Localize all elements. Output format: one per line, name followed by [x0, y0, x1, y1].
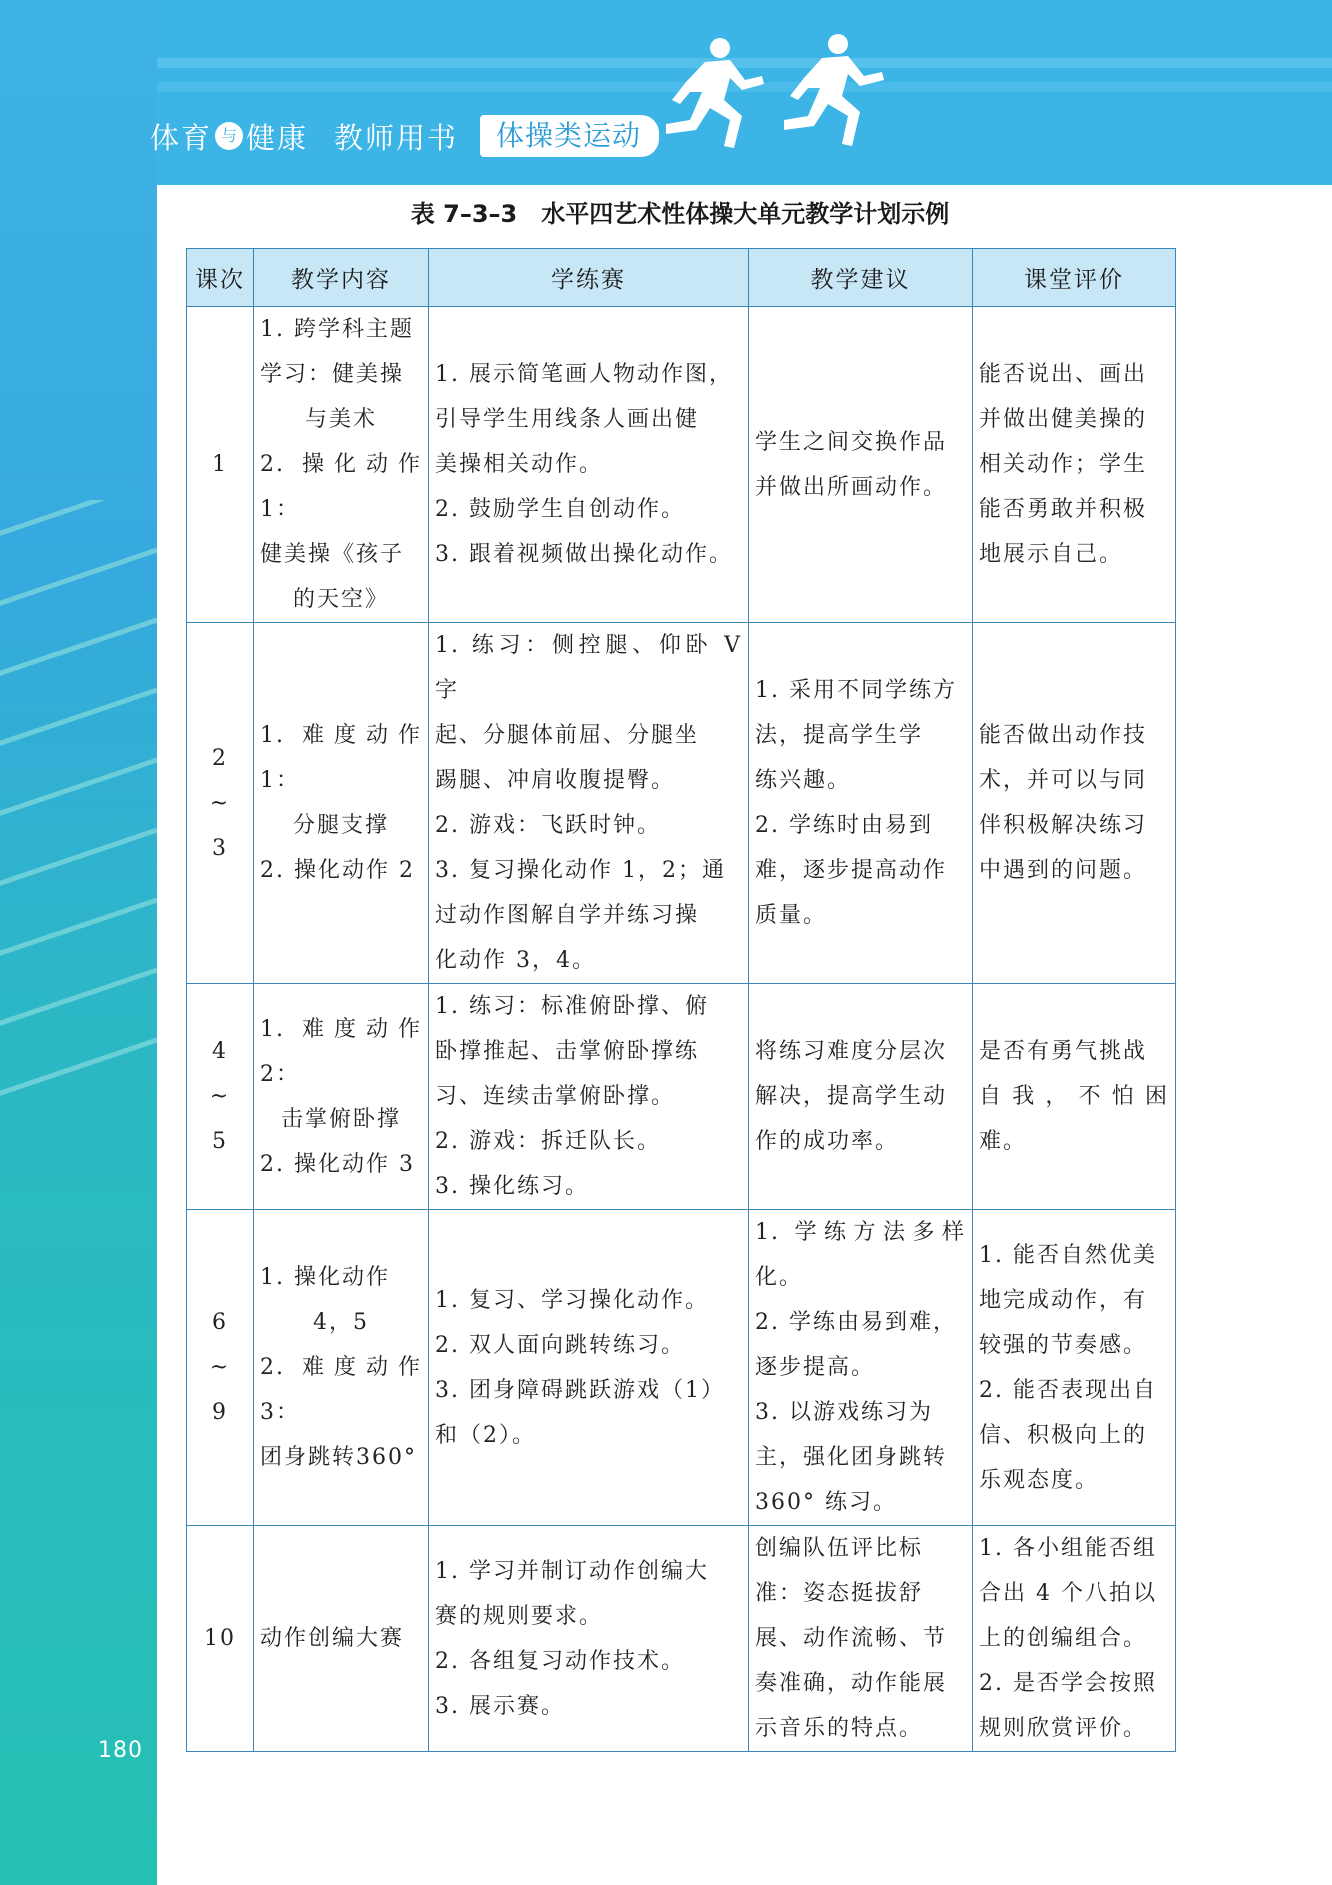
table-cell-content: [254, 984, 429, 1210]
cell-line: ~: [209, 1084, 231, 1109]
table-row: [187, 1210, 1176, 1526]
cell-line: 3. 操化练习。: [435, 1174, 589, 1199]
cell-line: 术，并可以与同: [979, 768, 1148, 793]
header-book-label: 教师用书: [334, 120, 459, 155]
table-cell-practice: [429, 984, 749, 1210]
cell-line: 1. 展示简笔画人物动作图，: [435, 362, 733, 387]
cell-line: 2. 是否学会按照: [979, 1671, 1157, 1696]
cell-line: 360° 练习。: [755, 1490, 897, 1515]
cell-line: 2. 各组复习动作技术。: [435, 1648, 685, 1674]
table-cell-evaluation: [973, 984, 1176, 1210]
cell-line: 准：姿态挺拔舒: [755, 1581, 924, 1606]
decorative-stripes: [0, 500, 157, 1120]
cell-line: 2. 学练由易到难，: [755, 1310, 957, 1335]
cell-line: 2. 操化动作 2: [260, 858, 415, 883]
header-title-part1: 体育: [150, 120, 213, 155]
cell-line: 9: [212, 1400, 228, 1425]
cell-line: 学生之间交换作品: [755, 429, 948, 455]
page-number: 180: [98, 1738, 143, 1763]
table-cell-practice: [429, 307, 749, 623]
table-row: [187, 623, 1176, 984]
cell-line: 并做出健美操的: [979, 407, 1148, 432]
table-row: [187, 1526, 1176, 1752]
cell-line: 展、动作流畅、节: [755, 1626, 948, 1651]
cell-line: 6: [212, 1310, 228, 1335]
cell-line: 2. 能否表现出自: [979, 1377, 1157, 1403]
cell-line: 1. 复习、学习操化动作。: [435, 1287, 709, 1313]
cell-line: 逐步提高。: [755, 1355, 876, 1380]
table-cell-lesson: [187, 307, 254, 623]
table-cell-suggestion: [749, 1526, 973, 1752]
cell-line: 并做出所画动作。: [755, 474, 948, 500]
cell-line: 3. 复习操化动作 1，2；通: [435, 858, 726, 883]
table-row: [187, 984, 1176, 1210]
cell-line: 能否说出、画出: [979, 362, 1148, 387]
cell-line: 作的成功率。: [755, 1129, 900, 1154]
cell-line: 与美术: [304, 407, 377, 432]
cell-line: 3: [212, 835, 228, 861]
cell-line: 化动作 3，4。: [435, 948, 596, 973]
cell-line: 健美操《孩子: [260, 542, 405, 567]
column-header: 学练赛: [429, 249, 749, 307]
cell-line: 4，5: [313, 1310, 369, 1335]
cell-line: 卧撑推起、击掌俯卧撑练: [435, 1039, 700, 1064]
cell-line: 1. 操化动作: [260, 1265, 390, 1290]
cell-line: 乐观态度。: [979, 1467, 1100, 1493]
cell-line: 2. 操化动作 1：: [260, 452, 422, 522]
cell-line: 1. 跨学科主题: [260, 317, 414, 342]
table-cell-suggestion: [749, 984, 973, 1210]
cell-line: 主，强化团身跳转: [755, 1445, 948, 1470]
cell-line: 10: [204, 1626, 236, 1651]
cell-line: 1. 能否自然优美: [979, 1242, 1157, 1268]
book-header: [150, 116, 659, 156]
cell-line: 1. 学习并制订动作创编大: [435, 1558, 709, 1584]
cell-line: 3. 跟着视频做出操化动作。: [435, 542, 733, 567]
table-cell-lesson: [187, 1526, 254, 1752]
column-header: 教学建议: [749, 249, 973, 307]
table-cell-evaluation: [973, 1210, 1176, 1526]
cell-line: 分腿支撑: [292, 813, 389, 838]
cell-line: 5: [212, 1129, 228, 1154]
table-cell-content: [254, 1526, 429, 1752]
cell-line: 4: [212, 1039, 228, 1064]
table-cell-content: [254, 307, 429, 623]
cell-line: 自我，不怕困难。: [979, 1084, 1169, 1154]
table-cell-content: [254, 623, 429, 984]
table-cell-lesson: [187, 984, 254, 1210]
header-title-part2: 健康: [246, 120, 309, 155]
cell-line: 1. 难度动作 2：: [260, 1016, 422, 1087]
column-header: 课次: [187, 249, 254, 307]
header-title-amp: 与: [215, 122, 243, 150]
table-cell-practice: [429, 623, 749, 984]
table-cell-practice: [429, 1526, 749, 1752]
table-cell-suggestion: [749, 1210, 973, 1526]
cell-line: 是否有勇气挑战: [979, 1039, 1148, 1064]
cell-line: 团身跳转360°: [260, 1445, 417, 1470]
cell-line: 难，逐步提高动作: [755, 858, 948, 883]
cell-line: 引导学生用线条人画出健: [435, 407, 700, 432]
cell-line: 2. 双人面向跳转练习。: [435, 1332, 685, 1358]
table-cell-content: [254, 1210, 429, 1526]
cell-line: 踢腿、冲肩收腹提臀。: [435, 768, 676, 793]
cell-line: 3. 以游戏练习为: [755, 1400, 933, 1425]
cell-line: 将练习难度分层次: [755, 1039, 948, 1064]
cell-line: 相关动作；学生: [979, 452, 1148, 477]
cell-line: 1. 练习：标准俯卧撑、俯: [435, 994, 709, 1019]
cell-line: 过动作图解自学并练习操: [435, 903, 700, 928]
cell-line: 伴积极解决练习: [979, 813, 1148, 838]
table-header-row: [187, 249, 1176, 307]
cell-line: 2. 难度动作 3：: [260, 1355, 422, 1425]
cell-line: 的天空》: [292, 587, 389, 612]
cell-line: 起、分腿体前屈、分腿坐: [435, 723, 700, 748]
cell-line: 奏准确，动作能展: [755, 1671, 948, 1696]
cell-line: 较强的节奏感。: [979, 1332, 1148, 1358]
table-cell-evaluation: [973, 623, 1176, 984]
cell-line: 1. 练习：侧控腿、仰卧 V 字: [435, 633, 742, 703]
cell-line: 地完成动作，有: [979, 1287, 1148, 1313]
cell-line: 1: [212, 452, 228, 477]
cell-line: 信、积极向上的: [979, 1422, 1148, 1448]
cell-line: ~: [209, 790, 231, 816]
cell-line: 解决，提高学生动: [755, 1084, 948, 1109]
table-cell-practice: [429, 1210, 749, 1526]
cell-line: 2. 鼓励学生自创动作。: [435, 497, 685, 522]
cell-line: 3. 团身障碍跳跃游戏（1）: [435, 1377, 725, 1403]
cell-line: 创编队伍评比标: [755, 1536, 924, 1561]
cell-line: 能否勇敢并积极: [979, 497, 1148, 522]
cell-line: 1. 学练方法多样化。: [755, 1220, 966, 1290]
column-header: 教学内容: [254, 249, 429, 307]
cell-line: 3. 展示赛。: [435, 1693, 565, 1719]
cell-line: 上的创编组合。: [979, 1626, 1148, 1651]
cell-line: 示音乐的特点。: [755, 1716, 924, 1741]
cell-line: 2. 学练时由易到: [755, 813, 933, 838]
cell-line: 赛的规则要求。: [435, 1603, 604, 1629]
table-cell-suggestion: [749, 623, 973, 984]
table-cell-evaluation: [973, 307, 1176, 623]
cell-line: 能否做出动作技: [979, 723, 1148, 748]
cell-line: 质量。: [755, 903, 828, 928]
table-row: [187, 307, 1176, 623]
cell-line: 2. 游戏：飞跃时钟。: [435, 813, 661, 838]
runner-icon: [650, 30, 890, 165]
cell-line: 1. 采用不同学练方: [755, 678, 957, 703]
table-cell-suggestion: [749, 307, 973, 623]
chapter-badge: 体操类运动: [480, 115, 659, 157]
cell-line: 法，提高学生学: [755, 723, 924, 748]
cell-line: 击掌俯卧撑: [280, 1106, 401, 1132]
cell-line: 2: [212, 745, 228, 771]
cell-line: 地展示自己。: [979, 542, 1124, 567]
cell-line: 合出 4 个八拍以: [979, 1581, 1157, 1606]
table-cell-lesson: [187, 1210, 254, 1526]
cell-line: 练兴趣。: [755, 768, 852, 793]
table-title: 表 7–3–3 水平四艺术性体操大单元教学计划示例: [410, 200, 950, 228]
column-header: 课堂评价: [973, 249, 1176, 307]
cell-line: ~: [209, 1355, 231, 1380]
cell-line: 美操相关动作。: [435, 452, 604, 477]
table-cell-evaluation: [973, 1526, 1176, 1752]
cell-line: 规则欣赏评价。: [979, 1716, 1148, 1741]
cell-line: 学习：健美操: [260, 362, 405, 387]
cell-line: 习、连续击掌俯卧撑。: [435, 1084, 676, 1109]
cell-line: 1. 难度动作 1：: [260, 723, 422, 793]
cell-line: 1. 各小组能否组: [979, 1536, 1157, 1561]
table-cell-lesson: [187, 623, 254, 984]
lesson-plan-table: [186, 248, 1176, 1752]
cell-line: 中遇到的问题。: [979, 858, 1148, 883]
cell-line: 和（2）。: [435, 1422, 536, 1448]
cell-line: 2. 操化动作 3: [260, 1151, 415, 1177]
cell-line: 动作创编大赛: [260, 1626, 405, 1651]
cell-line: 2. 游戏：拆迁队长。: [435, 1129, 661, 1154]
